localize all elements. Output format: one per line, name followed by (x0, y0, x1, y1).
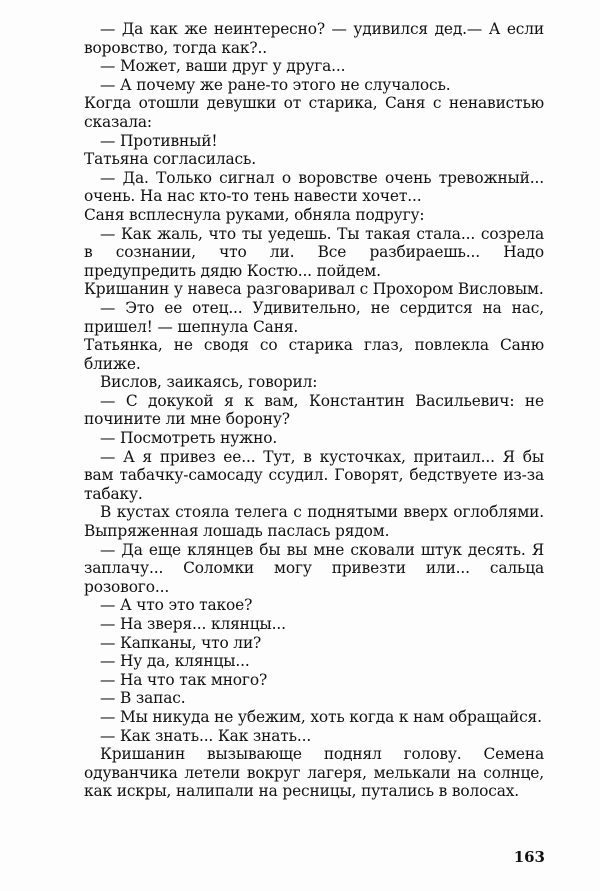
paragraph: — Капканы, что ли? (100, 633, 262, 652)
paragraph: — Противный! (100, 131, 218, 150)
paragraph: В кустах стояла телега с поднятыми вверх оглоблями. Выпряженная лошадь паслась рядом. (84, 503, 544, 541)
paragraph: — С докукой я к вам, Константин Васильевич: не почините ли мне борону? (84, 391, 544, 429)
paragraph: — А что это такое? (100, 596, 253, 615)
paragraph: Татьянка, не сводя со старика глаз, повлекла Саню ближе. (84, 336, 544, 373)
paragraph: — Да еще клянцев бы вы мне сковали штук десять. Я заплачу... Соломки могу привезти или... сальца розового... (84, 540, 544, 596)
paragraph: — А почему же ране-то этого не случалось. (100, 75, 451, 94)
paragraph: Татьяна согласилась. (84, 150, 256, 169)
paragraph: — Да как же неинтересно? — удивился дед.— А если воровство, тогда как?.. (84, 20, 544, 57)
paragraph: — В запас. (100, 689, 186, 708)
paragraph: — Мы никуда не убежим, хоть когда к нам обращайся. (100, 707, 542, 726)
paragraph: — Как знать... Как знать... (100, 726, 312, 745)
page-number: 163 (513, 848, 545, 866)
paragraph: — А я привез ее... Тут, в кусточках, притаил... Я бы вам табачку-самосаду ссудил. Говорят, бедствуете из-за табаку. (84, 447, 544, 503)
paragraph: Кришанин у навеса разговаривал с Прохором Висловым. (84, 280, 544, 299)
paragraph: — Может, ваши друг у друга... (100, 57, 346, 76)
paragraph: — На зверя... клянцы... (100, 615, 286, 633)
body-text (84, 20, 544, 801)
paragraph: Когда отошли девушки от старика, Саня с ненавистью сказала: (84, 94, 544, 131)
paragraph: — Как жаль, что ты уедешь. Ты такая стала... созрела в сознании, что ли. Все разбираешь... Надо предупредить дядю Костю... пойдем. (84, 224, 544, 280)
paragraph: Кришанин вызывающе поднял голову. Семена одуванчика летели вокруг лагеря, мелькали на солнце, как искры, налипали на ресницы, путались в волосах. (84, 745, 544, 801)
paragraph: — Посмотреть нужно. (100, 429, 278, 448)
paragraph: — Ну да, клянцы... (100, 652, 250, 671)
paragraph: Вислов, заикаясь, говорил: (100, 373, 318, 392)
paragraph: — Это ее отец... Удивительно, не сердится на нас, пришел! — шепнула Саня. (84, 298, 544, 336)
paragraph: Саня всплеснула руками, обняла подругу: (84, 205, 425, 224)
paragraph: — На что так много? (100, 670, 268, 689)
paragraph: — Да. Только сигнал о воровстве очень тревожный... очень. На нас кто-то тень навести хочет... (84, 168, 544, 206)
